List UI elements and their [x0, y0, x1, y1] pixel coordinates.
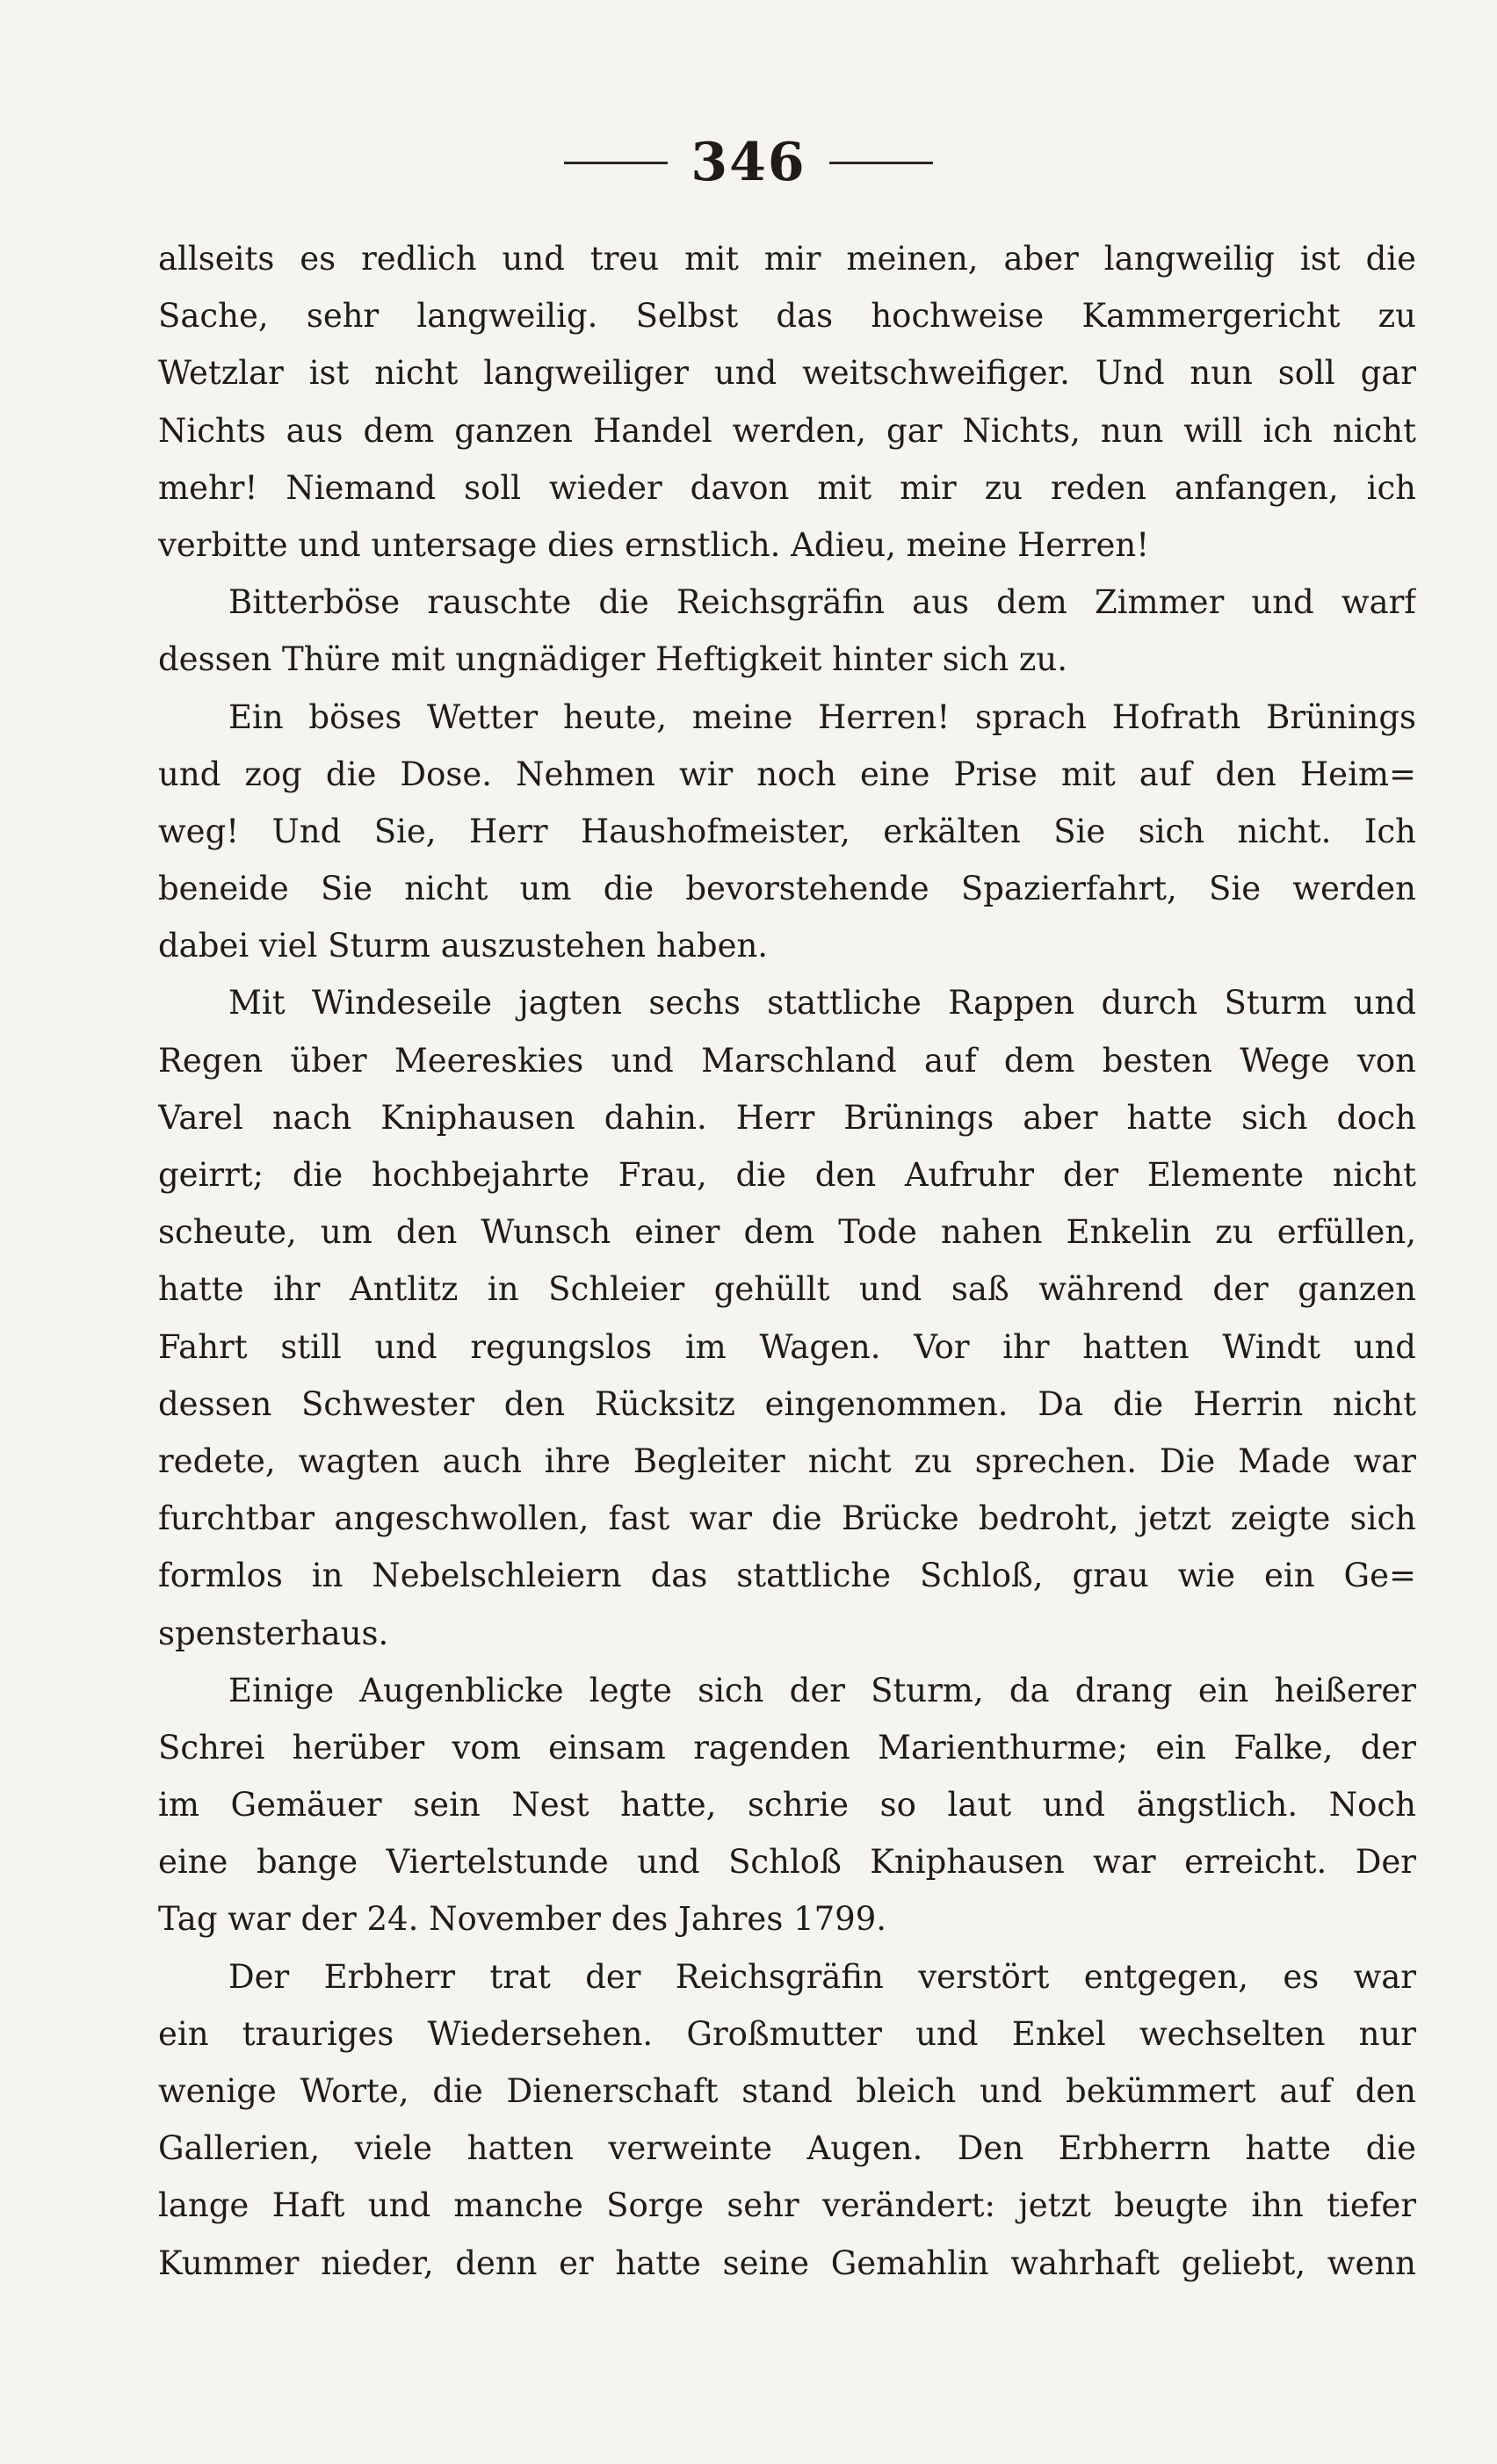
text-line: lange Haft und manche Sorge sehr verändert: jetzt beugte ihn tiefer	[158, 2186, 1416, 2225]
text-line: dessen Thüre mit ungnädiger Heftigkeit hinter sich zu.	[158, 640, 1068, 679]
header-rule-left	[564, 162, 668, 164]
text-line: Gallerien, viele hatten verweinte Augen. Den Erbherrn hatte die	[158, 2129, 1416, 2168]
text-line: Der Erbherr trat der Reichsgräfin verstört entgegen, es war	[228, 1957, 1416, 1996]
text-line: Regen über Meereskies und Marschland auf dem besten Wege von	[158, 1041, 1416, 1080]
text-line: wenige Worte, die Dienerschaft stand bleich und bekümmert auf den	[158, 2072, 1416, 2110]
text-line: allseits es redlich und treu mit mir meinen, aber langweilig ist die	[158, 240, 1416, 278]
text-line: redete, wagten auch ihre Begleiter nicht zu sprechen. Die Made war	[158, 1442, 1416, 1480]
text-line: dessen Schwester den Rücksitz eingenommen. Da die Herrin nicht	[158, 1384, 1416, 1423]
page-header	[0, 119, 1497, 206]
text-line: Kummer nieder, denn er hatte seine Gemahlin wahrhaft geliebt, wenn	[158, 2244, 1416, 2282]
text-line: eine bange Viertelstunde und Schloß Kniphausen war erreicht. Der	[158, 1843, 1416, 1882]
text-line: dabei viel Sturm auszustehen haben.	[158, 927, 769, 965]
text-line: furchtbar angeschwollen, fast war die Brücke bedroht, jetzt zeigte sich	[158, 1499, 1416, 1538]
text-line: Schrei herüber vom einsam ragenden Marienthurme; ein Falke, der	[158, 1728, 1416, 1767]
text-line: Bitterböse rauschte die Reichsgräfin aus dem Zimmer und warf	[228, 583, 1416, 622]
text-line: Fahrt still und regungslos im Wagen. Vor ihr hatten Windt und	[158, 1327, 1416, 1366]
body-text	[158, 230, 1416, 2292]
text-line: mehr! Niemand soll wieder davon mit mir zu reden anfangen, ich	[158, 468, 1416, 507]
text-line: scheute, um den Wunsch einer dem Tode nahen Enkelin zu erfüllen,	[158, 1213, 1416, 1252]
text-line: beneide Sie nicht um die bevorstehende Spazierfahrt, Sie werden	[158, 870, 1416, 908]
text-line: hatte ihr Antlitz in Schleier gehüllt und saß während der ganzen	[158, 1270, 1416, 1309]
text-line: ein trauriges Wiedersehen. Großmutter und Enkel wechselten nur	[158, 2014, 1416, 2053]
text-line: und zog die Dose. Nehmen wir noch eine Prise mit auf den Heim=	[158, 755, 1416, 793]
text-line: formlos in Nebelschleiern das stattliche Schloß, grau wie ein Ge=	[158, 1557, 1416, 1595]
text-line: Varel nach Kniphausen dahin. Herr Brünings aber hatte sich doch	[158, 1098, 1416, 1137]
text-line: Einige Augenblicke legte sich der Sturm, da drang ein heißerer	[228, 1671, 1416, 1709]
text-line: weg! Und Sie, Herr Haushofmeister, erkälten Sie sich nicht. Ich	[158, 812, 1416, 850]
text-line: Tag war der 24. November des Jahres 1799.	[158, 1900, 886, 1939]
text-line: Mit Windeseile jagten sechs stattliche Rappen durch Sturm und	[228, 984, 1416, 1022]
text-line: verbitte und untersage dies ernstlich. Adieu, meine Herren!	[158, 525, 1150, 564]
text-line: Ein böses Wetter heute, meine Herren! sprach Hofrath Brünings	[228, 697, 1416, 736]
text-line: im Gemäuer sein Nest hatte, schrie so laut und ängstlich. Noch	[158, 1786, 1416, 1825]
page-number: 346	[691, 132, 806, 193]
text-line: spensterhaus.	[158, 1614, 389, 1652]
text-line: geirrt; die hochbejahrte Frau, die den Aufruhr der Elemente nicht	[158, 1156, 1416, 1194]
text-line: Nichts aus dem ganzen Handel werden, gar Nichts, nun will ich nicht	[158, 411, 1416, 450]
text-line: Sache, sehr langweilig. Selbst das hochweise Kammergericht zu	[158, 297, 1416, 336]
header-rule-right	[829, 162, 933, 164]
text-line: Wetzlar ist nicht langweiliger und weitschweifiger. Und nun soll gar	[158, 354, 1416, 393]
